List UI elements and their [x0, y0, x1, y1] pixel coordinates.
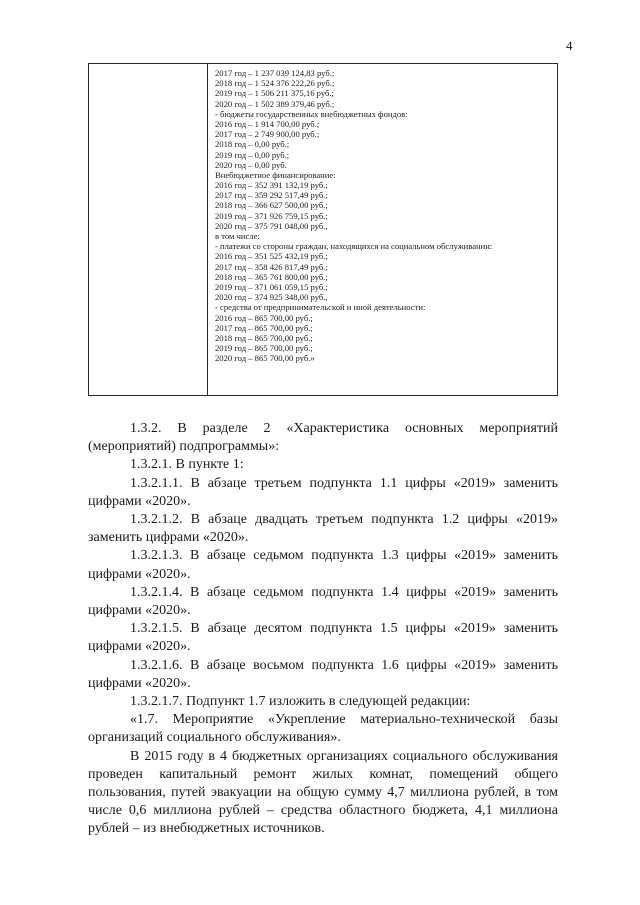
financing-table	[88, 63, 558, 396]
document-body	[88, 420, 558, 839]
table-line: 2017 год – 359 292 517,49 руб.;	[215, 190, 328, 201]
table-line: 2020 год – 0,00 руб.	[215, 159, 287, 170]
table-line: 2017 год – 358 426 817,49 руб.;	[215, 261, 328, 272]
table-line: 2016 год – 865 700,00 руб.;	[215, 312, 313, 323]
paragraph: 1.3.2.1.4. В абзаце седьмом подпункта 1.4 цифры «2019» заменить цифрами «2020».	[88, 584, 558, 619]
table-line: 2020 год – 374 925 348,00 руб.,	[215, 292, 328, 303]
table-line: 2020 год – 865 700,00 руб.»	[215, 353, 315, 364]
table-line: 2018 год – 366 627 500,00 руб.;	[215, 200, 328, 211]
paragraph: 1.3.2.1.7. Подпункт 1.7 изложить в следующей редакции:	[130, 694, 471, 710]
table-line: 2017 год – 865 700,00 руб.;	[215, 322, 313, 333]
paragraph: В 2015 году в 4 бюджетных организациях социального обслуживания проведен капитальный ремонт жилых комнат, помещений общего пользования, путей эвакуации на общую сумму 4,7 миллиона рублей, в том числе 0,6 миллиона рублей – средства областного бюджета, 4,1 миллиона рублей – из внебюджетных источников.	[88, 748, 558, 837]
page-number: 4	[566, 38, 573, 53]
table-line: 2019 год – 371 061 059,15 руб.;	[215, 281, 328, 292]
table-line: 2018 год – 365 761 800,00 руб.;	[215, 271, 328, 282]
paragraph: 1.3.2.1.5. В абзаце десятом подпункта 1.5 цифры «2019» заменить цифрами «2020».	[88, 621, 558, 655]
paragraph: 1.3.2.1.2. В абзаце двадцать третьем подпункта 1.2 цифры «2019» заменить цифрами «2020».	[88, 512, 558, 546]
table-line: в том числе:	[215, 231, 260, 241]
table-line: 2020 год – 375 791 048,00 руб.,	[215, 220, 328, 231]
table-line: - платежи со стороны граждан, находящихся на социальном обслуживании:	[215, 241, 493, 252]
table-value-column	[208, 64, 557, 395]
table-line: 2017 год – 2 749 900,00 руб.;	[215, 129, 320, 140]
table-line: 2016 год – 1 914 700,00 руб.;	[215, 118, 320, 129]
table-line: 2019 год – 865 700,00 руб.;	[215, 343, 313, 354]
table-line: 2019 год – 371 926 759,15 руб.;	[215, 210, 328, 221]
paragraph: 1.3.2.1.3. В абзаце седьмом подпункта 1.3 цифры «2019» заменить цифрами «2020».	[88, 548, 558, 582]
table-line: 2018 год – 1 524 376 222,26 руб.;	[215, 78, 335, 89]
table-line: 2017 год – 1 237 039 124,83 руб.;	[215, 68, 335, 78]
table-line: 2018 год – 865 700,00 руб.;	[215, 332, 313, 343]
table-line: 2018 год – 0,00 руб.;	[215, 139, 290, 150]
table-line: 2019 год – 1 506 211 375,16 руб.;	[215, 88, 334, 99]
table-line: Внебюджетное финансирование:	[215, 169, 336, 180]
table-label-column	[89, 64, 208, 395]
paragraph: 1.3.2.1.1. В абзаце третьем подпункта 1.1 цифры «2019» заменить цифрами «2020».	[88, 475, 558, 509]
paragraph: 1.3.2. В разделе 2 «Характеристика основных мероприятий (мероприятий) подпрограммы»:	[88, 421, 558, 455]
table-line: 2020 год – 1 502 389 379,46 руб.;	[215, 98, 335, 109]
table-line: - средства от предпринимательской и иной деятельности:	[215, 302, 426, 313]
paragraph: «1.7. Мероприятие «Укрепление материально-технической базы организаций социального обслуживания».	[88, 712, 558, 746]
paragraph: 1.3.2.1.6. В абзаце восьмом подпункта 1.6 цифры «2019» заменить цифрами «2020».	[88, 657, 558, 691]
table-line: 2019 год – 0,00 руб.;	[215, 149, 290, 160]
table-line: 2016 год – 351 525 432,19 руб.;	[215, 251, 328, 262]
table-line: 2016 год – 352 391 132,19 руб.;	[215, 180, 328, 191]
paragraph: 1.3.2.1. В пункте 1:	[130, 457, 244, 473]
table-line: - бюджеты государственных внебюджетных фондов:	[215, 108, 408, 119]
